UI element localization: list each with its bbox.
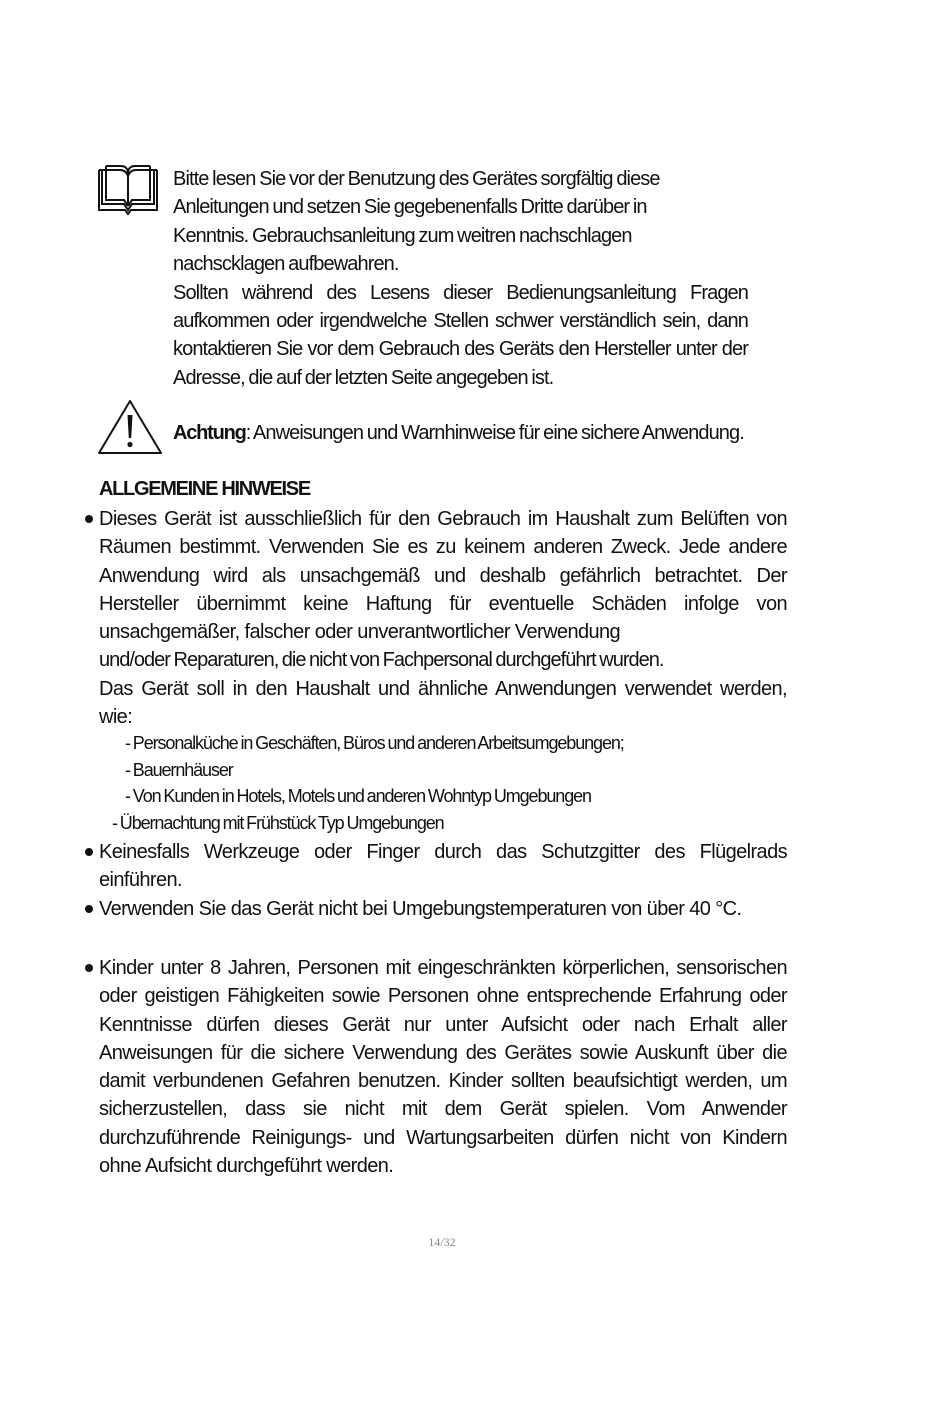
bullet-text: Kinder unter 8 Jahren, Personen mit eingeschränkten körperlichen, sensorischen oder geistigen Fähigkeiten sowie Personen ohne entsprechende Erfahrung oder Kenntnisse dürfen dieses Gerät nur unter Aufsicht oder nach Erhalt aller Anweisungen für die sichere Verwendung des Gerätes sowie Auskunft über die damit verbundenen Gefahren benutzen. Kinder sollten beaufsichtigt werden, um sicherzustellen, dass sie nicht mit dem Gerät spielen. Vom Anwender durchzuführende Reinigungs- und Wartungsarbeiten dürfen nicht von Kindern ohne Aufsicht durchgeführt werden. (99, 957, 787, 1178)
list-item (99, 895, 787, 923)
sublist-item: - Von Kunden in Hotels, Motels und anderen Wohntyp Umgebungen (125, 786, 591, 806)
warning-label: Achtung (173, 422, 246, 444)
intro-line: Anleitungen und setzen Sie gegebenenfalls Dritte darüber in (173, 196, 647, 219)
intro-line: Kenntnis. Gebrauchsanleitung zum weitren nachschlagen (173, 224, 632, 247)
sublist-item: - Übernachtung mit Frühstück Typ Umgebungen (112, 812, 444, 833)
bullet-icon (85, 848, 93, 856)
list-item (99, 505, 787, 731)
bullet-text-usage: Das Gerät soll in den Haushalt und ähnliche Anwendungen verwendet werden, wie: (99, 677, 787, 729)
sublist-item: - Personalküche in Geschäften, Büros und anderen Arbeitsumgebungen; (125, 733, 624, 753)
section-title: ALLGEMEINE HINWEISE (99, 478, 310, 500)
list-item (99, 838, 787, 895)
bullet-icon (85, 905, 93, 913)
bullet-text: Keinesfalls Werkzeuge oder Finger durch das Schutzgitter des Flügelrads einführen. (99, 841, 787, 892)
sublist-item: - Bauernhäuser (125, 759, 233, 780)
intro-line: nachscklagen aufbewahren. (173, 253, 399, 276)
list-item (99, 954, 787, 1180)
warning-note (173, 419, 748, 447)
warning-triangle-icon (96, 398, 164, 456)
bullet-text: Verwenden Sie das Gerät nicht bei Umgebungstemperaturen von über 40 °C. (99, 898, 742, 920)
bullet-icon (85, 515, 93, 523)
usage-sublist (112, 730, 624, 836)
intro-block (173, 165, 748, 392)
intro-contact-paragraph: Sollten während des Lesens dieser Bedienungsanleitung Fragen aufkommen oder irgendwelche Stellen schwer verständlich sein, dann kontaktieren Sie vor dem Gebrauch des Geräts den Hersteller unter der Adresse, die auf der letzten Seite angegeben ist. (173, 281, 748, 389)
bullet-icon (85, 964, 93, 972)
open-book-icon (97, 164, 159, 216)
page-number: 14/32 (428, 1235, 456, 1249)
intro-line: Bitte lesen Sie vor der Benutzung des Gerätes sorgfältig diese (173, 168, 660, 190)
bullet-text: Dieses Gerät ist ausschließlich für den Gebrauch im Haushalt zum Belüften von Räumen bestimmt. Verwenden Sie es zu keinem anderen Zweck. Jede andere Anwendung wird als unsachgemäß und deshalb gefährlich betrachtet. Der Hersteller übernimmt keine Haftung für eventuelle Schäden infolge von unsachgemäßer, falscher oder unverantwortlicher Verwendung (99, 508, 787, 644)
bullet-text-end: und/oder Reparaturen, die nicht von Fachpersonal durchgeführt wurden. (99, 649, 664, 672)
warning-text: : Anweisungen und Warnhinweise für eine sichere Anwendung. (245, 422, 744, 444)
